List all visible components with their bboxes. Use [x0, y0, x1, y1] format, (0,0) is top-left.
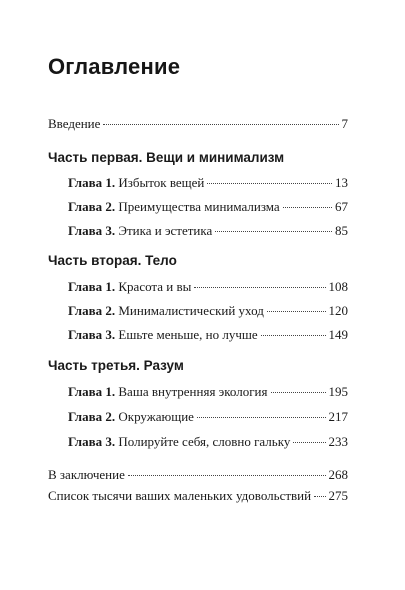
chapter-title: Минималистический уход: [118, 303, 264, 318]
toc-entry-chapter[interactable]: [68, 327, 348, 343]
part-heading-1: Часть первая. Вещи и минимализм: [48, 150, 285, 165]
chapter-prefix: Глава 1.: [68, 175, 116, 190]
toc-entry-chapter[interactable]: [68, 303, 348, 319]
chapter-prefix: Глава 1.: [68, 384, 116, 399]
chapter-prefix: Глава 3.: [68, 434, 116, 449]
dot-leader: [267, 311, 326, 312]
page-number: 149: [328, 327, 348, 342]
chapter-title: Красота и вы: [118, 279, 192, 294]
dot-leader: [215, 231, 332, 232]
page-number: 67: [335, 199, 348, 214]
toc-entry-appendix[interactable]: [48, 488, 348, 504]
chapter-prefix: Глава 3.: [68, 223, 116, 238]
dot-leader: [283, 207, 332, 208]
chapter-title: Избыток вещей: [118, 175, 205, 190]
dot-leader: [128, 475, 326, 476]
page-number: 217: [328, 409, 348, 424]
page-number: 120: [328, 303, 348, 318]
chapter-prefix: Глава 2.: [68, 409, 116, 424]
dot-leader: [197, 417, 326, 418]
toc-entry-chapter[interactable]: [68, 409, 348, 425]
chapter-prefix: Глава 3.: [68, 327, 116, 342]
toc-entry-chapter[interactable]: [68, 175, 348, 191]
dot-leader: [261, 335, 326, 336]
toc-entry-conclusion[interactable]: [48, 467, 348, 483]
chapter-prefix: Глава 1.: [68, 279, 116, 294]
dot-leader: [207, 183, 332, 184]
dot-leader: [103, 124, 338, 125]
dot-leader: [293, 442, 325, 443]
page-number: 13: [335, 175, 348, 190]
page-number: 195: [328, 384, 348, 399]
toc-entry-chapter[interactable]: [68, 384, 348, 400]
entry-label: Список тысячи ваших маленьких удовольствий: [48, 488, 312, 503]
chapter-title: Этика и эстетика: [118, 223, 213, 238]
toc-entry-intro[interactable]: [48, 116, 348, 132]
dot-leader: [271, 392, 326, 393]
dot-leader: [194, 287, 325, 288]
chapter-title: Ешьте меньше, но лучше: [118, 327, 258, 342]
toc-entry-chapter[interactable]: [68, 434, 348, 450]
chapter-prefix: Глава 2.: [68, 199, 116, 214]
page-number: 268: [328, 467, 348, 482]
page-number: 275: [328, 488, 348, 503]
page-number: 85: [335, 223, 348, 238]
page-number: 7: [341, 116, 348, 131]
chapter-title: Ваша внутренняя экология: [118, 384, 268, 399]
entry-label: В заключение: [48, 467, 125, 482]
toc-entry-chapter[interactable]: [68, 199, 348, 215]
part-heading-2: Часть вторая. Тело: [48, 253, 177, 268]
toc-entry-chapter[interactable]: [68, 279, 348, 295]
page-number: 108: [328, 279, 348, 294]
chapter-prefix: Глава 2.: [68, 303, 116, 318]
chapter-title: Полируйте себя, словно гальку: [118, 434, 291, 449]
page-number: 233: [328, 434, 348, 449]
chapter-title: Преимущества минимализма: [118, 199, 280, 214]
chapter-title: Окружающие: [118, 409, 194, 424]
entry-label: Введение: [48, 116, 101, 131]
toc-entry-chapter[interactable]: [68, 223, 348, 239]
part-heading-3: Часть третья. Разум: [48, 358, 184, 373]
page-title: Оглавление: [48, 54, 181, 79]
dot-leader: [314, 496, 325, 497]
